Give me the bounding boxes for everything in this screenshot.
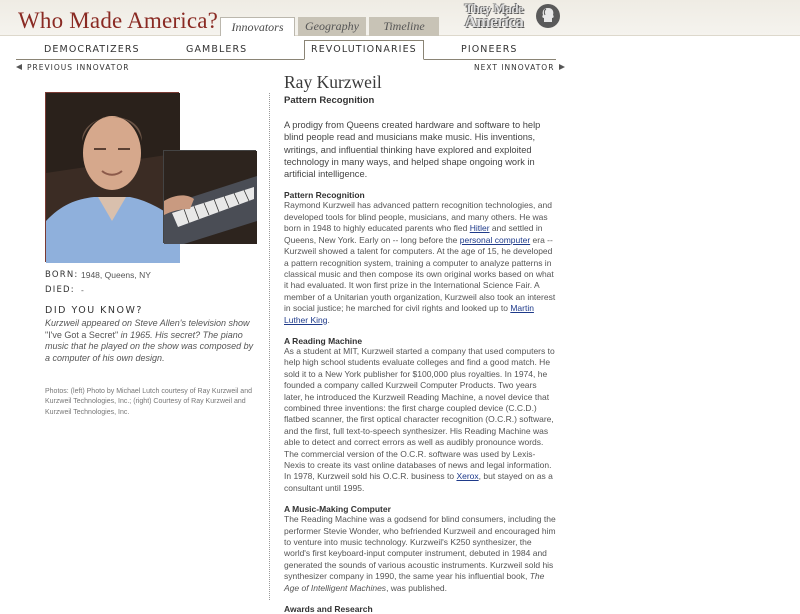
body-text: , but stayed on as a consultant until 1995. [284,471,553,493]
dyk-text-b: "I've Got a Secret" [45,329,119,340]
body-text: . [327,314,330,325]
section-heading-pattern-recognition: Pattern Recognition [284,190,365,201]
link-xerox[interactable]: Xerox [456,471,479,482]
section-body-reading-machine [284,346,556,494]
next-innovator-label: NEXT INNOVATOR [474,63,555,72]
photo-credits: Photos: (left) Photo by Michael Lutch courtesy of Ray Kurzweil and Kurzweil Technologies, Inc.; (right) Courtesy of Ray Kurzweil and Kurzweil Technologies, Inc. [45,388,252,416]
previous-innovator-link[interactable] [16,63,129,72]
dyk-text-c: in 1965. His secret? The piano music that he played on the show was composed by a computer of his own design. [45,329,254,363]
died-label: DIED: [45,285,75,295]
logo-line-1: They Made [464,1,524,16]
arrow-left-icon [16,64,22,70]
body-text: , was published. [386,582,448,593]
died-value: - [81,285,84,295]
arrow-right-icon [559,64,565,70]
innovator-subtitle: Pattern Recognition [284,95,375,106]
site-title[interactable]: Who Made America? [18,8,219,33]
intro-paragraph: A prodigy from Queens created hardware and software to help blind people read and musicians make music. His inventions, writings, and influential thinking have explored and exploited technology in many ways, and helped shape ongoing work in artificial intelligence. [284,120,541,180]
tab-geography[interactable]: Geography [298,17,366,36]
next-innovator-link[interactable] [474,63,565,72]
born-label: BORN: [45,270,79,280]
previous-innovator-label: PREVIOUS INNOVATOR [27,63,130,72]
site-header [0,0,800,36]
born-value: 1948, Queens, NY [81,270,151,280]
logo-line-2: America [464,12,524,31]
main-content [284,72,556,614]
tab-timeline[interactable]: Timeline [369,17,439,36]
body-text: As a student at MIT, Kurzweil started a company that used computers to help high school students evaluate colleges and find a good match. He sold it to a New York publisher for $100,000 plus royalties. In 1974, he founded a company called Kurzweil Computer Products. Two years later, he introduced the Kurzweil Reading Machine, a novel device that combined three inventions: the first charge coupled device (C.C.D.) flatbed scanner, the first optical character recognition (O.C.R.) software, and the first, full text-to-speech synthesizer. His Reading Machine was able to detect and correct errors as well as audibly pronounce words. The commercial version of the O.C.R. software was used by Lexis-Nexis to create its vast online databases of news and legal information. In 1978, Kurzweil sold his O.C.R. business to [284,345,555,482]
section-body-pattern-recognition [284,200,556,325]
link-personal-computer[interactable]: personal computer [459,234,531,245]
section-body-music-making-computer [284,514,556,594]
body-text: era -- Kurzweil showed a talent for computers. At the age of 15, he developed a pattern recognition system, training a computer to analyze patterns in classical music and then compose its own original works based on what it had evaluated. It won first prize in the International Science Fair. A member of a Unitarian youth organization, Kurzweil also took an interest in social justice; he marched for civil rights and looked up to [284,234,556,314]
portrait-photo [45,92,179,262]
category-nav [16,42,556,60]
column-divider [269,93,270,600]
category-pioneers[interactable]: PIONEERS [461,44,518,55]
body-text: Raymond Kurzweil has advanced pattern recognition technologies, and developed tools for blind people, musicians, and many others. He was born in 1948 to highly educated parents who fled [284,200,552,234]
link-martin-luther-king[interactable]: Martin Luther King [284,303,534,325]
innovator-name: Ray Kurzweil [284,72,382,92]
category-revolutionaries[interactable]: REVOLUTIONARIES [304,40,424,60]
section-heading-reading-machine: A Reading Machine [284,335,363,346]
section-heading-awards-and-research: Awards and Research [284,604,373,614]
keyboard-photo [163,150,256,243]
did-you-know-text [45,318,260,364]
they-made-america-logo[interactable] [456,2,532,34]
section-heading-music-making-computer: A Music-Making Computer [284,504,391,515]
category-democratizers[interactable]: DEMOCRATIZERS [44,44,140,55]
category-gamblers[interactable]: GAMBLERS [186,44,248,55]
body-text: and settled in Queens, New York. Early on -- long before the [284,223,543,245]
tab-innovators[interactable]: Innovators [220,17,295,36]
link-hitler[interactable]: Hitler [469,223,490,234]
pbs-head-icon[interactable] [536,4,560,28]
dyk-text-a: Kurzweil appeared on Steve Allen's television show [45,318,250,328]
did-you-know-title: DID YOU KNOW? [45,305,143,316]
body-text: The Reading Machine was a godsend for blind consumers, including the performer Stevie Wonder, who befriended Kurzweil and encouraged him to venture into music technology. Kurzweil's K250 synthesizer, the world's first keyboard-input computer instrument, debuted in 1984 and generated the sounds of various acoustic instruments. Kurzweil sold his synthesizer company in 1990, the same year his influential book, [284,514,556,582]
book-title: The Age of Intelligent Machines [284,571,545,593]
